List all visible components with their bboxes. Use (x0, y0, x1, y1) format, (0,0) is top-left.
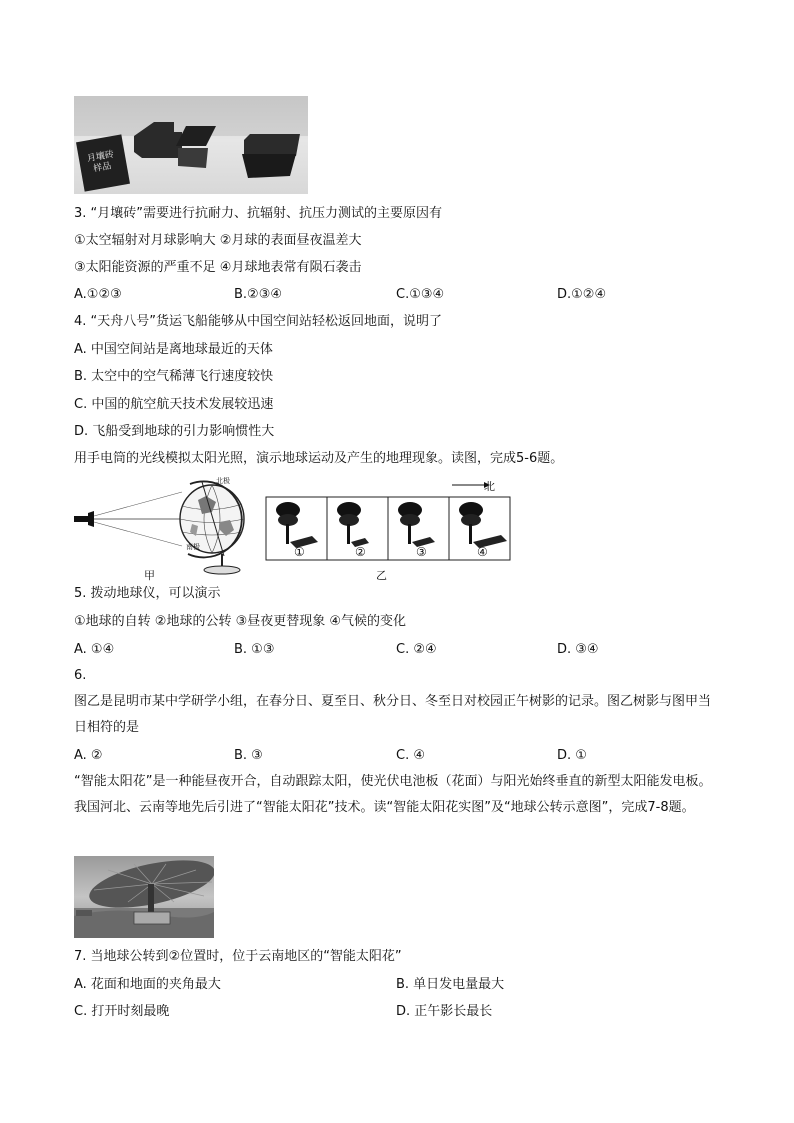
q3-item-1: ①太空辐射对月球影响大 ②月球的表面昼夜温差大 (74, 233, 362, 248)
q4-option-c[interactable]: C. 中国的航空航天技术发展较迅速 (74, 397, 274, 412)
q3-item-2: ③太阳能资源的严重不足 ④月球地表常有陨石袭击 (74, 260, 362, 275)
intro-7-8: “智能太阳花”是一种能昼夜开合，自动跟踪太阳，使光伏电池板（花面）与阳光始终垂直的新型太阳能发电板。我国河北、云南等地先后引进了“智能太阳花”技术。读“智能太阳花实图”及“地球公转示意图”，完成7-8题。 (74, 774, 712, 815)
q5-option-b[interactable]: B. ①③ (234, 642, 275, 657)
q4-stem: 4. “天舟八号”货运飞船能够从中国空间站轻松返回地面，说明了 (74, 314, 443, 329)
q6-stem: 图乙是昆明市某中学研学小组，在春分日、夏至日、秋分日、冬至日对校园正午树影的记录。图乙树影与图甲当日相符的是 (74, 694, 712, 735)
q7-option-c[interactable]: C. 打开时刻最晚 (74, 1004, 170, 1019)
q3-option-d[interactable]: D.①②④ (557, 287, 607, 302)
panel-label-2: ② (355, 545, 366, 559)
q4-option-d[interactable]: D. 飞船受到地球的引力影响惯性大 (74, 424, 275, 439)
tree-panel-4 (459, 502, 507, 548)
smart-sunflower-photo (74, 856, 214, 938)
tree-panel-3 (398, 502, 435, 547)
tree-panel-1 (276, 502, 318, 548)
q6-option-b[interactable]: B. ③ (234, 748, 263, 763)
q6-option-a[interactable]: A. ② (74, 748, 103, 763)
brick-label-sign (86, 150, 116, 176)
q3-option-b[interactable]: B.②③④ (234, 287, 283, 302)
figure-label-yi: 乙 (376, 569, 387, 582)
q5-option-d[interactable]: D. ③④ (557, 642, 599, 657)
tree-panel-2 (337, 502, 369, 547)
panel-label-1: ① (294, 545, 305, 559)
q5-option-c[interactable]: C. ②④ (396, 642, 437, 657)
tree-shadow-panels (70, 476, 520, 582)
brick-label-line1: 月壤砖 (86, 149, 115, 165)
q7-option-d[interactable]: D. 正午影长最长 (396, 1004, 493, 1019)
globe-label-south-pole: 南极 (186, 543, 200, 551)
q6-number: 6. (74, 668, 87, 683)
panel-label-3: ③ (416, 545, 427, 559)
q3-option-a[interactable]: A.①②③ (74, 287, 122, 302)
panel-label-4: ④ (477, 545, 488, 559)
q4-option-b[interactable]: B. 太空中的空气稀薄飞行速度较快 (74, 369, 274, 384)
q7-stem: 7. 当地球公转到②位置时，位于云南地区的“智能太阳花” (74, 949, 402, 964)
q3-stem: 3. “月壤砖”需要进行抗耐力、抗辐射、抗压力测试的主要原因有 (74, 206, 443, 221)
q5-stem: 5. 拨动地球仪，可以演示 (74, 586, 221, 601)
q5-option-a[interactable]: A. ①④ (74, 642, 115, 657)
intro-5-6: 用手电筒的光线模拟太阳光照，演示地球运动及产生的地理现象。读图，完成5-6题。 (74, 451, 564, 466)
figure-5-6 (70, 476, 520, 582)
q7-option-b[interactable]: B. 单日发电量最大 (396, 977, 505, 992)
q5-items: ①地球的自转 ②地球的公转 ③昼夜更替现象 ④气候的变化 (74, 614, 407, 629)
q7-option-a[interactable]: A. 花面和地面的夹角最大 (74, 977, 221, 992)
q6-option-d[interactable]: D. ① (557, 748, 587, 763)
q6-option-c[interactable]: C. ④ (396, 748, 425, 763)
q4-option-a[interactable]: A. 中国空间站是离地球最近的天体 (74, 342, 273, 357)
north-label: 北 (484, 480, 495, 493)
globe-label-north-pole: 北极 (216, 477, 230, 485)
figure-label-jia: 甲 (144, 569, 155, 582)
brick-label-line2: 样品 (92, 161, 113, 175)
q3-option-c[interactable]: C.①③④ (396, 287, 445, 302)
moon-brick-photo (74, 96, 308, 194)
